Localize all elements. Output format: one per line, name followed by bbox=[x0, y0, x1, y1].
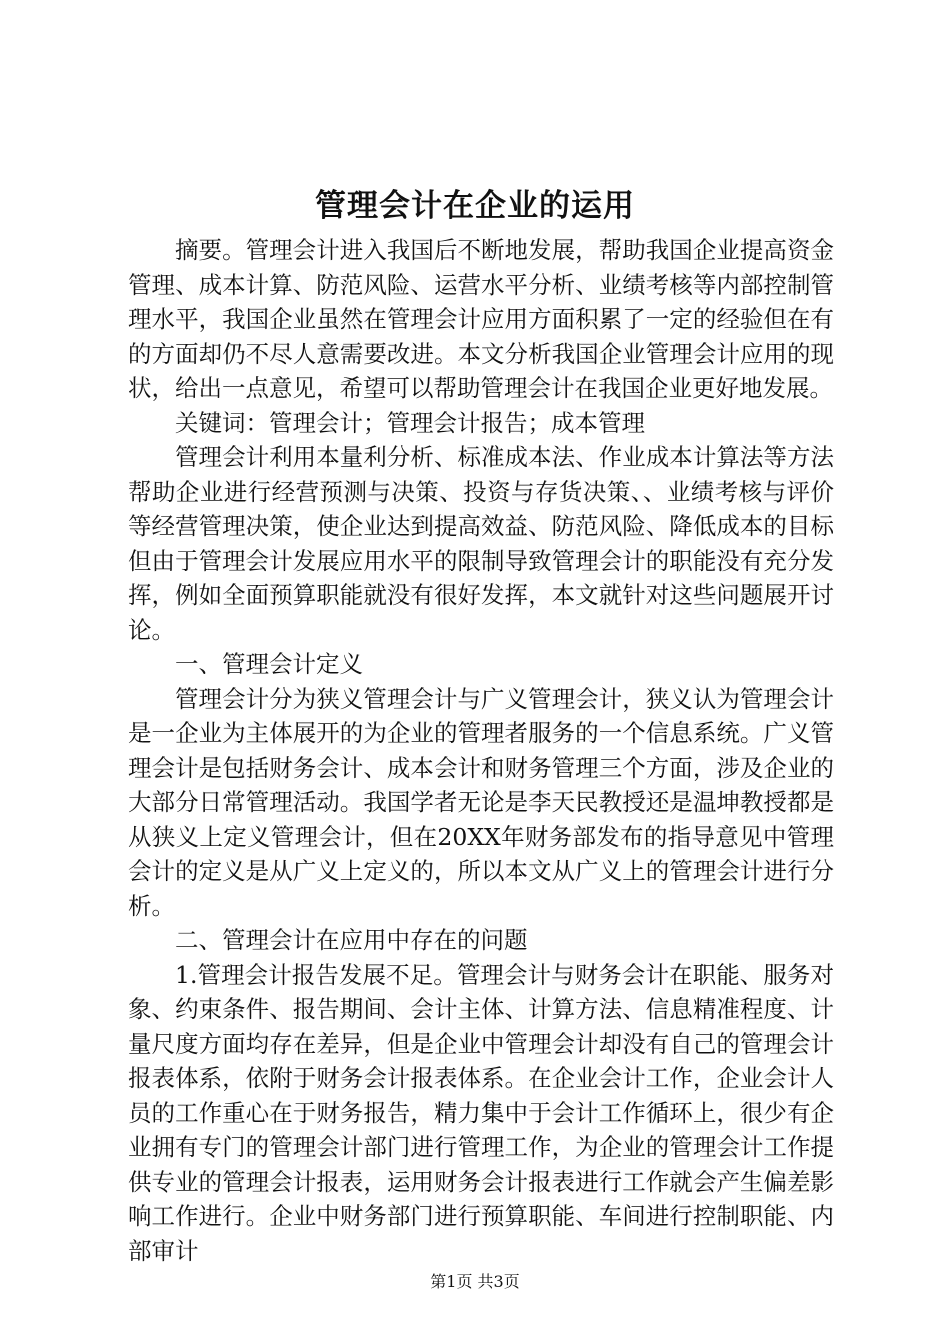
document-body bbox=[128, 233, 834, 1268]
problems-paragraph: 1.管理会计报告发展不足。管理会计与财务会计在职能、服务对象、约束条件、报告期间、会计主体、计算方法、信息精准程度、计量尺度方面均存在差异，但是企业中管理会计却没有自己的管理会计报表体系，依附于财务会计报表体系。在企业会计工作，企业会计人员的工作重心在于财务报告，精力集中于会计工作循环上，很少有企业拥有专门的管理会计部门进行管理工作，为企业的管理会计工作提供专业的管理会计报表，运用财务会计报表进行工作就会产生偏差影响工作进行。企业中财务部门进行预算职能、车间进行控制职能、内部审计 bbox=[128, 960, 834, 1265]
definition-paragraph: 管理会计分为狭义管理会计与广义管理会计，狭义认为管理会计是一企业为主体展开的为企业的管理者服务的一个信息系统。广义管理会计是包括财务会计、成本会计和财务管理三个方面，涉及企业的大部分日常管理活动。我国学者无论是李天民教授还是温坤教授都是从狭义上定义管理会计，但在20XX年财务部发布的指导意见中管理会计的定义是从广义上定义的，所以本文从广义上的管理会计进行分析。 bbox=[128, 684, 834, 920]
document-title: 管理会计在企业的运用 bbox=[315, 188, 635, 224]
section-heading-definition: 一、管理会计定义 bbox=[175, 650, 363, 678]
page-footer: 第1页 共3页 bbox=[430, 1272, 520, 1291]
keywords-line: 关键词：管理会计；管理会计报告；成本管理 bbox=[175, 408, 645, 437]
intro-paragraph: 管理会计利用本量利分析、标准成本法、作业成本计算法等方法帮助企业进行经营预测与决策、投资与存货决策、、业绩考核与评价等经营管理决策，使企业达到提高效益、防范风险、降低成本的目标但由于管理会计发展应用水平的限制导致管理会计的职能没有充分发挥，例如全面预算职能就没有很好发挥，本文就针对这些问题展开讨论。 bbox=[128, 443, 834, 644]
section-heading-problems: 二、管理会计在应用中存在的问题 bbox=[175, 926, 528, 954]
abstract-paragraph: 摘要。管理会计进入我国后不断地发展，帮助我国企业提高资金管理、成本计算、防范风险、运营水平分析、业绩考核等内部控制管理水平，我国企业虽然在管理会计应用方面积累了一定的经验但在有的方面却仍不尽人意需要改进。本文分析我国企业管理会计应用的现状，给出一点意见，希望可以帮助管理会计在我国企业更好地发展。 bbox=[128, 236, 834, 402]
